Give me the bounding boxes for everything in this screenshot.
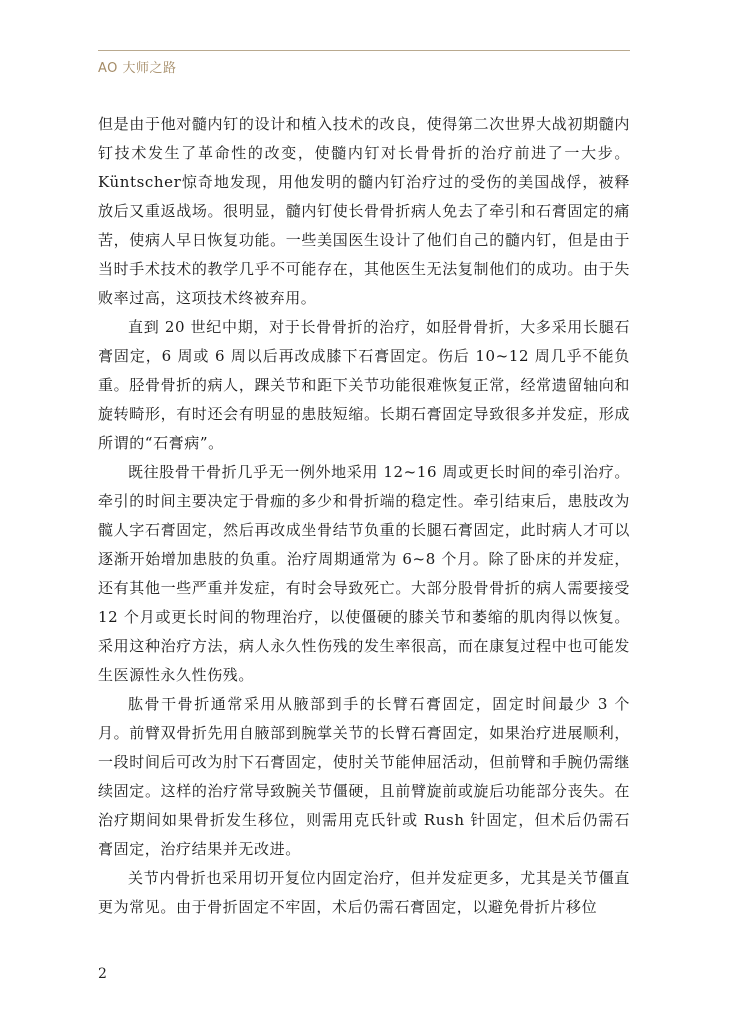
paragraph-1: 但是由于他对髓内钉的设计和植入技术的改良，使得第二次世界大战初期髓内钉技术发生了革命性的改变，使髓内钉对长骨骨折的治疗前进了一大步。Küntscher惊奇地发现，用他发明的髓内钉治疗过的受伤的美国战俘，被释放后又重返战场。很明显，髓内钉使长骨骨折病人免去了牵引和石膏固定的痛苦，使病人早日恢复功能。一些美国医生设计了他们自己的髓内钉，但是由于当时手术技术的教学几乎不可能存在，其他医生无法复制他们的成功。由于失败率过高，这项技术终被弃用。: [98, 115, 630, 307]
paragraph-5: 关节内骨折也采用切开复位内固定治疗，但并发症更多，尤其是关节僵直更为常见。由于骨折固定不牢固，术后仍需石膏固定，以避免骨折片移位: [98, 869, 630, 916]
paragraph-4: 肱骨干骨折通常采用从腋部到手的长臂石膏固定，固定时间最少 3 个月。前臂双骨折先用自腋部到腕掌关节的长臂石膏固定，如果治疗进展顺利，一段时间后可改为肘下石膏固定，使肘关节能伸屈活动，但前臂和手腕仍需继续固定。这样的治疗常导致腕关节僵硬，且前臂旋前或旋后功能部分丧失。在治疗期间如果骨折发生移位，则需用克氏针或 Rush 针固定，但术后仍需石膏固定，治疗结果并无改进。: [98, 695, 630, 858]
page-number: 2: [98, 966, 107, 982]
running-header: [98, 50, 630, 76]
page-body: [98, 110, 630, 922]
paragraph-2: 直到 20 世纪中期，对于长骨骨折的治疗，如胫骨骨折，大多采用长腿石膏固定，6 周或 6 周以后再改成膝下石膏固定。伤后 10~12 周几乎不能负重。胫骨骨折的病人，踝关节和距下关节功能很难恢复正常，经常遗留轴向和旋转畸形，有时还会有明显的患肢短缩。长期石膏固定导致很多并发症，形成所谓的“石膏病”。: [98, 318, 630, 452]
header-rule: [98, 50, 630, 51]
paragraph-3: 既往股骨干骨折几乎无一例外地采用 12~16 周或更长时间的牵引治疗。牵引的时间主要决定于骨痂的多少和骨折端的稳定性。牵引结束后，患肢改为髋人字石膏固定，然后再改成坐骨结节负重的长腿石膏固定，此时病人才可以逐渐开始增加患肢的负重。治疗周期通常为 6~8 个月。除了卧床的并发症，还有其他一些严重并发症，有时会导致死亡。大部分股骨骨折的病人需要接受 12 个月或更长时间的物理治疗，以使僵硬的膝关节和萎缩的肌肉得以恢复。采用这种治疗方法，病人永久性伤残的发生率很高，而在康复过程中也可能发生医源性永久性伤残。: [98, 463, 630, 684]
header-title: AO 大师之路: [98, 61, 177, 76]
